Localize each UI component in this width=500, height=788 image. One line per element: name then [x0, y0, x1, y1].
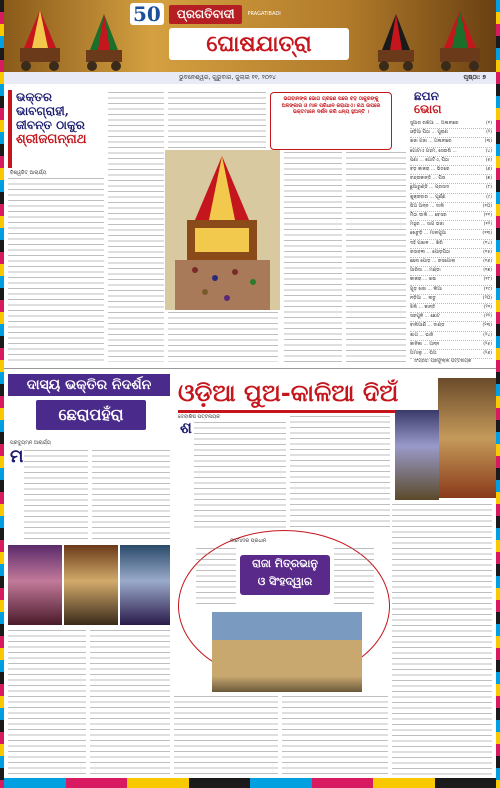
bhog-item-number: (୯): [486, 194, 492, 200]
bhog-item-number: (୪): [485, 148, 492, 154]
menu-title: [414, 90, 441, 116]
masthead: [4, 0, 496, 72]
bhog-item-number: (୨): [486, 130, 492, 136]
bhog-item-number: (୨୨): [483, 314, 492, 320]
article2-body-column: [24, 450, 88, 540]
bhog-item-name: କାନିକା ... ଅନ୍ନ: [410, 341, 440, 347]
bhog-item-name: ଆରିସା ... ମଣ୍ଡା: [410, 268, 441, 274]
bhog-item-number: (୨୧): [483, 305, 492, 311]
paper-name: ପ୍ରଗତିବାଦୀ: [169, 5, 243, 24]
bhog-item-number: (୨୩): [482, 323, 492, 329]
bhog-item-name: ଶୁକ୍ରବାର ... ପୂର୍ଣ୍ଣ: [410, 194, 446, 200]
bhog-item-number: (୬): [485, 167, 492, 173]
bhog-item-name: କାକରା ... ଖଇ: [410, 277, 437, 283]
bhog-item-number: (୩): [484, 139, 492, 145]
article2-drop-cap: ମ: [10, 446, 24, 467]
bhog-list-item: [410, 249, 492, 258]
bhog-list-item: [410, 295, 492, 304]
section-divider: [4, 368, 496, 369]
bhog-list-item: [410, 304, 492, 313]
highlight-box: [270, 92, 392, 150]
bhog-item-name: ଓଡ଼ିଆ ପିଠା ... ପୁରାଣ: [410, 130, 448, 136]
headline-line: ଶ୍ରୀଜଗନ୍ନାଥ: [16, 132, 87, 147]
bhog-item-number: (୨୦): [482, 295, 492, 301]
bhog-item-name: ବଡ଼ କାକରା ... ଭିତରେ: [410, 167, 450, 173]
bhog-list-item: [410, 276, 492, 285]
bhog-item-number: (୧): [486, 121, 492, 126]
article1-body-column: [108, 92, 164, 362]
color-registration-bar-left: [0, 0, 4, 788]
bhog-item-name: ସୁଆର ରଖିଆ ... ଅଳାନୀରେ: [410, 121, 459, 126]
bhog-item-name: ଖେଚୁଡ଼ି ... ମାଲପୁଆ: [410, 231, 447, 237]
bhog-item-number: (୧୬): [483, 259, 492, 265]
article2-byline: ପ୍ରଦ୍ୟୁମ୍ନ ଆଚାର୍ଯ୍ୟ: [10, 440, 51, 446]
bhog-item-number: (୧୫): [483, 249, 492, 255]
temple-chariot-photo: [165, 150, 280, 310]
article1-body-column: [8, 178, 104, 362]
article3-drop-cap: ଶ: [180, 418, 192, 437]
bhog-item-number: (୧୩): [482, 231, 492, 237]
bhog-item-number: (୨୪): [483, 332, 492, 338]
chariot-illustration: [366, 8, 426, 72]
date-text: ଭୁବନେଶ୍ୱର, ଗୁରୁବାର, ଜୁଲାଇ ୧୧, ୨୦୨୪: [179, 74, 276, 81]
article1-body-column: [284, 152, 342, 362]
bhog-item-name: ରସାବଳୀ ... ପୋଡ଼ପିଠା: [410, 249, 451, 255]
bhog-list-item: [410, 230, 492, 239]
bhog-item-name: ଅମାଲୁ ... ଘିଅ: [410, 351, 437, 357]
bhog-item-name: ଖଜା ଗଜା ... ଅଳାନୀରେ: [410, 139, 452, 145]
bhog-list-item: [410, 157, 492, 166]
bhog-list-item: [410, 129, 492, 138]
bhog-list: [410, 120, 492, 359]
article1-body-column: [168, 312, 278, 362]
bhog-item-name: ନଡ଼ିଆ ... ଲଡୁ: [410, 295, 436, 301]
bhog-list-item: [410, 194, 492, 203]
bhog-list-item: [410, 221, 492, 230]
bhog-list-item: [410, 313, 492, 322]
bhog-item-name: ଦହି ପଖାଳ ... ଖିରି: [410, 240, 443, 246]
bhog-item-name: ଘିଅ ଅନ୍ନ ... ଦାଲି: [410, 203, 445, 209]
headline-line: ଓ ସିଂହଦ୍ୱାର: [257, 575, 313, 588]
bhog-list-item: [410, 286, 492, 295]
article3-headline: ଓଡ଼ିଆ ପୁଅ-କାଳିଆ ଦିଅଁ: [178, 374, 428, 413]
chariot-illustration: [10, 8, 70, 72]
article4-byline: ଦାମୋଦର ପ୍ରଧାନ: [230, 538, 267, 544]
menu-footnote: ସଂଗ୍ରହ: ପ୍ରଫୁଲ୍ଲ ପଟ୍ଟନାୟକ: [414, 359, 472, 364]
bhog-item-number: (୧୧): [483, 213, 492, 219]
article1-byline: ବିଶ୍ୱଜିତ୍ ଆଚାର୍ଯ୍ୟ: [10, 170, 47, 176]
article3-body-column: [194, 422, 286, 528]
bhog-list-item: [410, 322, 492, 331]
bhog-list-item: [410, 258, 492, 267]
paper-sub: PRAGATIBADI: [247, 11, 281, 17]
article3-body-column: [290, 416, 390, 528]
bhog-list-item: [410, 175, 492, 184]
bhog-item-number: (୧୭): [483, 268, 492, 274]
article4-headline: [240, 555, 330, 595]
bhog-list-item: [410, 148, 492, 157]
bhog-item-name: ବାଲିଆଣି ... ଦାଣ୍ଡ: [410, 323, 445, 329]
article2-body-column: [92, 450, 170, 540]
dateline: [4, 72, 496, 84]
anniversary-badge: 50: [130, 3, 164, 25]
headline-line: ଭକ୍ତର: [16, 90, 52, 104]
bhog-item-number: (୫): [485, 157, 492, 163]
article3-byline: ଦେବାଶିଷ ପଟ୍ଟନାୟକ: [178, 414, 221, 420]
deity-photo: [8, 545, 62, 625]
bhog-list-item: [410, 332, 492, 341]
article2-body-column: [8, 630, 86, 778]
page-number: ପୃଷ୍ଠା: ୭: [463, 74, 486, 81]
section-title: ଘୋଷଯାତ୍ରା: [169, 28, 349, 60]
bhog-list-item: [410, 212, 492, 221]
color-registration-bar-right: [496, 0, 500, 788]
menu-title-line: ଭୋଗ: [414, 102, 442, 116]
bhog-item-number: (୧୯): [483, 286, 492, 292]
headline-line: ଜୀବନ୍ତ ଠାକୁର: [16, 118, 85, 132]
bhog-item-name: ଛୁଆରୁଣ୍ଡି ... ପ୍ରସାଦ: [410, 185, 450, 191]
article1-body-column: [168, 92, 266, 148]
festival-photo: [438, 378, 496, 498]
bhog-item-number: (୭): [485, 176, 492, 182]
color-registration-footer: [4, 778, 496, 788]
article1-body-column: [346, 152, 406, 362]
bhog-list-item: [410, 166, 492, 175]
bhog-item-name: ସରପୁଳି ... ଛୋଟ: [410, 314, 440, 320]
lion-gate-photo: [212, 612, 362, 692]
bhog-item-number: (୧୪): [483, 240, 492, 246]
chariot-illustration: [430, 8, 490, 72]
bhog-list-item: [410, 267, 492, 276]
bhog-item-name: ଗୋଟାଏ ଗହମ, ସେଉଷି ...: [410, 148, 457, 154]
bhog-item-name: ପଣା ... ଗୋଟିଏ, ପିଠା: [410, 157, 450, 163]
bhog-item-number: (୮): [486, 185, 492, 191]
highlight-text: ଭଗବାନଙ୍କ ଭୋଗ ଗ୍ରହଣ ପରେ ବଡ଼ ଠାକୁରଙ୍କୁ ଅଳଙ୍କାର ଓ ମାଳ ପରିଧାନ କରାଯାଏ। ରଥ ଉପରେ ଭକ୍ତମାନେ ଦର୍ଶନ କରି ଧନ୍ୟ ହୁଅନ୍ତି ।: [281, 96, 381, 115]
article4-body-column: [282, 696, 388, 778]
bhog-list-item: [410, 138, 492, 147]
bhog-list-item: [410, 184, 492, 193]
article3-body-column: [392, 504, 492, 778]
bhog-item-name: ମିଠା ଡାଲି ... ବେସର: [410, 213, 447, 219]
festival-photo: [395, 410, 439, 500]
headline-line: ଭାବଗ୍ରାହୀ,: [16, 104, 69, 118]
bhog-list-item: [410, 120, 492, 129]
bhog-item-number: (୨୬): [483, 351, 492, 357]
bhog-list-item: [410, 240, 492, 249]
article1-headline: [8, 90, 108, 168]
bhog-item-name: ଚନ୍ଦ୍ରକାନ୍ତି ... ପିତା: [410, 176, 446, 182]
bhog-item-number: (୧୦): [482, 203, 492, 209]
bhog-item-number: (୧୨): [483, 222, 492, 228]
bhog-item-number: (୧୮): [483, 277, 492, 283]
article2-headline: [8, 374, 170, 434]
bhog-list-item: [410, 203, 492, 212]
bhog-item-name: ଛେନା ପୋଡ଼ ... ରସଗୋଲା: [410, 259, 456, 265]
article2-body-column: [90, 630, 170, 778]
article4-body-column: [196, 548, 236, 608]
headline-line: ରାଜା ମିତ୍ରଭାନୁ: [252, 557, 318, 570]
article4-body-column: [174, 696, 278, 778]
bhog-list-item: [410, 341, 492, 350]
bhog-item-name: ଝିଲି ... କାନ୍ତି: [410, 305, 436, 311]
deity-photo: [120, 545, 170, 625]
ritual-photo: [64, 545, 118, 625]
bhog-item-name: ଗୁଡ଼ ଖଜା ... ଲିଆ: [410, 286, 442, 292]
article4-body-column: [334, 548, 374, 608]
bhog-item-number: (୨୫): [483, 341, 492, 347]
headline-line: ଦାସ୍ୟ ଭକ୍ତିର ନିଦର୍ଶନ: [8, 374, 170, 396]
chariot-illustration: [74, 8, 134, 72]
bhog-item-name: ମହୁର ... ସାଗ ଭଜା: [410, 222, 444, 228]
headline-line: ଛେରାପହଁରା: [36, 400, 146, 430]
bhog-item-name: ଶାଗ ... ଭାଜି: [410, 332, 434, 338]
menu-title-line: ଛପନ: [414, 89, 439, 103]
brand-box: [130, 3, 370, 25]
